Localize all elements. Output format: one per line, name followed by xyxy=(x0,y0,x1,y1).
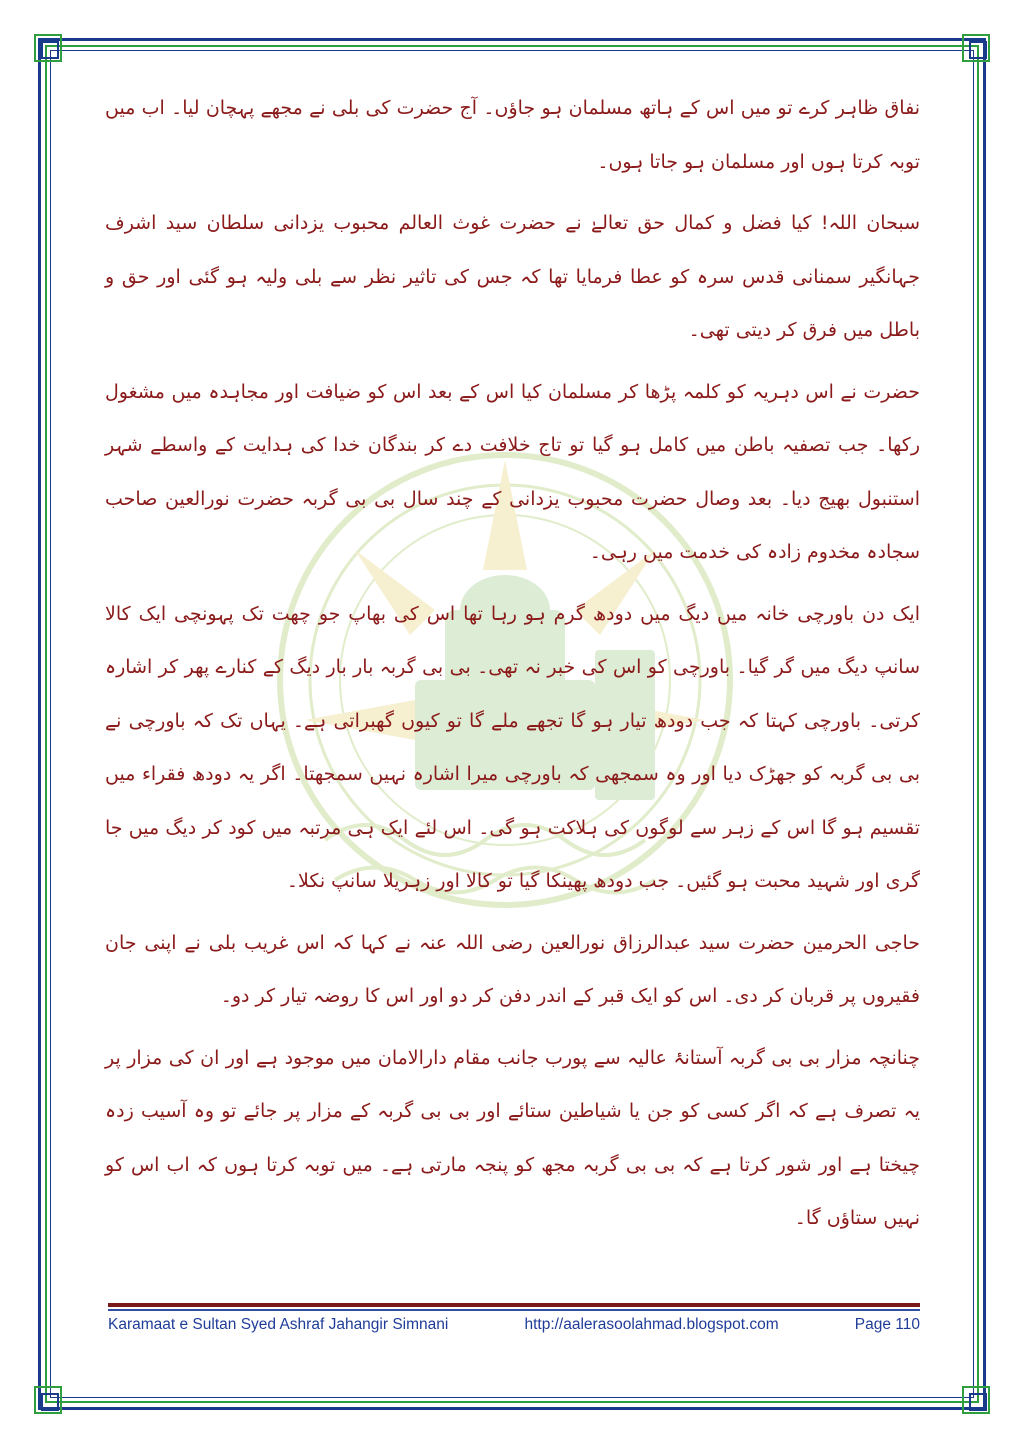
paragraph-5: حاجی الحرمین حضرت سید عبدالرزاق نورالعین رضی اللہ عنہ نے کہا کہ اس غریب بلی نے اپنی جان فقیروں پر قربان کر دی۔ اس کو ایک قبر کے اندر دفن کر دو اور اس کا روضہ تیار کر دو۔ xyxy=(105,931,920,1007)
footer-page-number: Page 110 xyxy=(854,1316,920,1333)
footer-book-title: Karamaat e Sultan Syed Ashraf Jahangir Simnani xyxy=(108,1316,449,1333)
footer-divider xyxy=(108,1303,920,1307)
corner-ornament-top-right xyxy=(962,34,990,62)
paragraph-6: چنانچہ مزار بی بی گربہ آستانۂ عالیہ سے پورب جانب مقام دارالامان میں موجود ہے اور ان کی مزار پر یہ تصرف ہے کہ اگر کسی کو جن یا شیاطین ستائے اور بی بی گربہ کے مزار پر جائے تو وہ آسیب زدہ چیختا ہے اور شور کرتا ہے کہ بی بی گربہ مجھ کو پنجہ مارتی ہے۔ میں توبہ کرتا ہوں کہ اب اس کو نہیں ستاؤں گا۔ xyxy=(105,1046,920,1229)
corner-ornament-top-left xyxy=(34,34,62,62)
corner-ornament-bottom-left xyxy=(34,1386,62,1414)
footer-divider-thin xyxy=(108,1309,920,1311)
corner-ornament-bottom-right xyxy=(962,1386,990,1414)
paragraph-4: ایک دن باورچی خانہ میں دیگ میں دودھ گرم ہو رہا تھا اس کی بھاپ جو چھت تک پہونچی ایک کالا سانپ دیگ میں گر گیا۔ باورچی کو اس کی خبر نہ تھی۔ بی بی گربہ بار بار دیگ کے کنارے پھر کر اشارہ کرتی۔ باورچی کہتا کہ جب دودھ تیار ہو گا تجھے ملے گا تو کیوں گھبراتی ہے۔ یہاں تک کہ باورچی نے بی بی گربہ کو جھڑک دیا اور وہ سمجھی کہ باورچی میرا اشارہ نہیں سمجھتا۔ اگر یہ دودھ فقراء میں تقسیم ہو گا اس کے زہر سے لوگوں کی ہلاکت ہو گی۔ اس لئے ایک ہی مرتبہ میں کود کر دیگ میں جا گری اور شہید محبت ہو گئیں۔ جب دودھ پھینکا گیا تو کالا اور زہریلا سانپ نکلا۔ xyxy=(105,602,920,892)
paragraph-3: حضرت نے اس دہریہ کو کلمہ پڑھا کر مسلمان کیا اس کے بعد اس کو ضیافت اور مجاہدہ میں مشغول رکھا۔ جب تصفیہ باطن میں کامل ہو گیا تو تاج خلافت دے کر بندگان خدا کی ہدایت کے واسطے شہر استنبول بھیج دیا۔ بعد وصال حضرت محبوب یزدانی کے چند سال بی بی گربہ حضرت نورالعین صاحب سجادہ مخدوم زادہ کی خدمت میں رہی۔ xyxy=(105,380,920,563)
paragraph-1: نفاق ظاہر کرے تو میں اس کے ہاتھ مسلمان ہو جاؤں۔ آج حضرت کی بلی نے مجھے پہچان لیا۔ اب میں توبہ کرتا ہوں اور مسلمان ہو جاتا ہوں۔ xyxy=(105,97,920,173)
document-body xyxy=(105,82,920,1254)
paragraph-2: سبحان اللہ! کیا فضل و کمال حق تعالےٰ نے حضرت غوث العالم محبوب یزدانی سلطان سید اشرف جہانگیر سمنانی قدس سرہ کو عطا فرمایا تھا کہ جس کی تاثیر نظر سے بلی ولیہ ہو گئی اور حق و باطل میں فرق کر دیتی تھی۔ xyxy=(105,212,920,341)
footer-url-link[interactable]: http://aalerasoolahmad.blogspot.com xyxy=(524,1316,779,1333)
page-footer xyxy=(108,1316,920,1340)
